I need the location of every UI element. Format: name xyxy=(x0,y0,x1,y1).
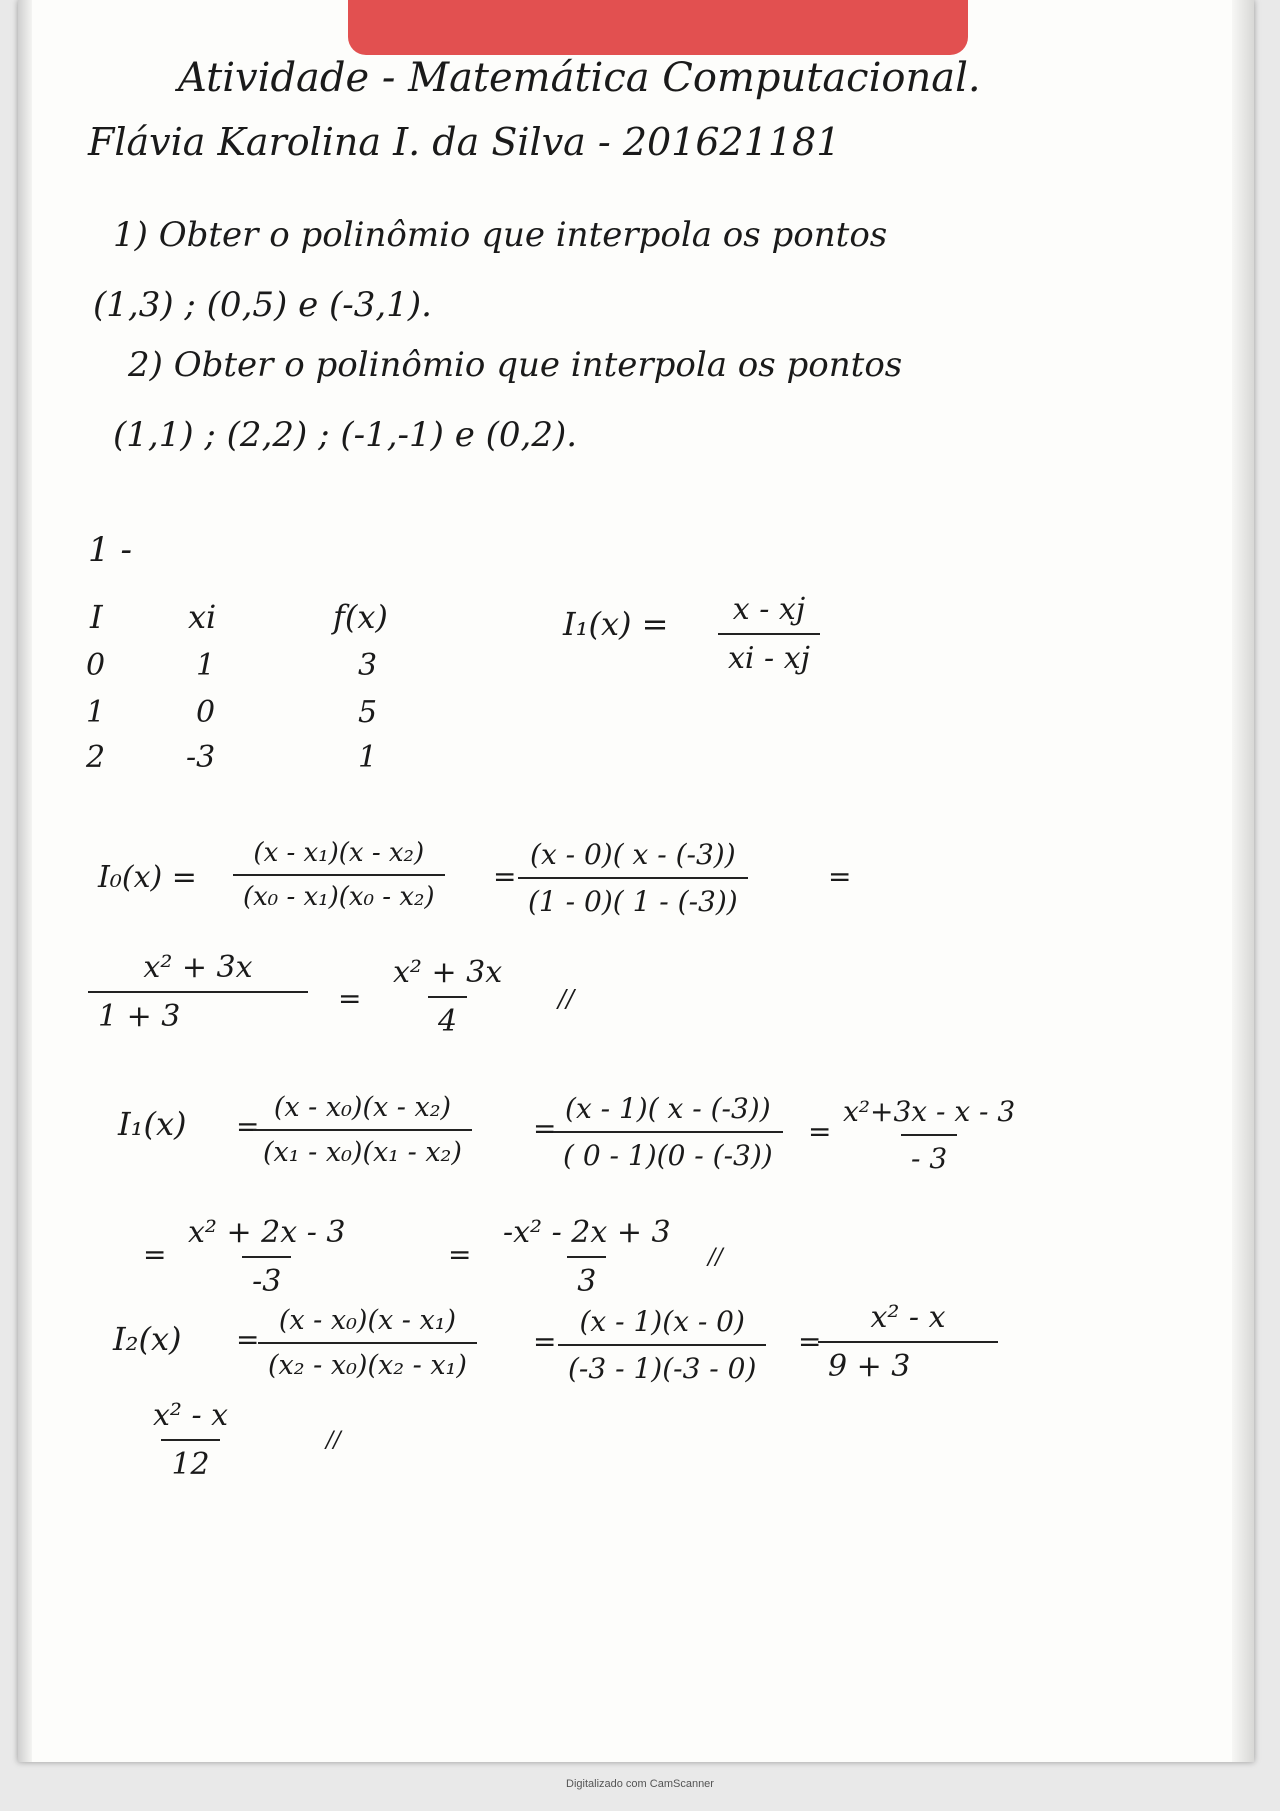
red-tape xyxy=(348,0,968,55)
table-cell: 0 xyxy=(196,695,216,730)
page-title: Atividade - Matemática Computacional. xyxy=(178,55,981,101)
fraction-denominator: - 3 xyxy=(901,1134,957,1175)
fraction-numerator: -x² - 2x + 3 xyxy=(503,1215,671,1250)
l0-fraction-1 xyxy=(233,838,445,912)
l2-fraction-3 xyxy=(818,1300,998,1384)
problem-1-line-1: 1) Obter o polinômio que interpola os pontos xyxy=(113,215,888,255)
fraction-numerator: x² - x xyxy=(153,1398,229,1433)
table-cell: -3 xyxy=(186,740,216,775)
fraction-numerator: x² - x xyxy=(870,1300,946,1335)
equals-sign: = xyxy=(338,982,362,1015)
author-line: Flávia Karolina I. da Silva - 201621181 xyxy=(88,120,841,164)
table-cell: 1 xyxy=(86,695,106,730)
end-mark: // xyxy=(558,985,575,1013)
fraction-denominator: (x₂ - x₀)(x₂ - x₁) xyxy=(258,1342,477,1381)
l2-lhs: I₂(x) xyxy=(113,1320,182,1358)
end-mark: // xyxy=(708,1245,723,1270)
problem-2-line-1: 2) Obter o polinômio que interpola os pontos xyxy=(128,345,903,385)
fraction-numerator: (x - 0)( x - (-3)) xyxy=(530,838,736,871)
equals-sign: = xyxy=(533,1112,557,1145)
equals-sign: = xyxy=(533,1325,557,1358)
l1-fraction-3 xyxy=(833,1095,1025,1175)
l0-fraction-2 xyxy=(518,838,748,918)
equals-sign: = xyxy=(808,1115,832,1148)
equals-sign: = xyxy=(493,860,517,893)
table-cell: 1 xyxy=(358,740,378,775)
section-1-label: 1 - xyxy=(88,530,132,570)
fraction-numerator: (x - x₀)(x - x₂) xyxy=(273,1092,452,1123)
lagrange-formula-lhs: I₁(x) = xyxy=(563,605,669,643)
equals-sign: = xyxy=(236,1323,260,1356)
table-cell: 3 xyxy=(358,648,378,683)
fraction-numerator: x - xj xyxy=(732,592,806,627)
l1-fraction-5 xyxy=(493,1215,681,1299)
fraction-denominator: xi - xj xyxy=(718,633,820,676)
l2-fraction-2 xyxy=(558,1305,766,1385)
fraction-numerator: x² + 3x xyxy=(143,950,253,985)
fraction-numerator: (x - 1)( x - (-3)) xyxy=(565,1092,771,1125)
fraction-denominator: 1 + 3 xyxy=(88,991,308,1034)
table-cell: 0 xyxy=(86,648,106,683)
fraction-denominator: (x₁ - x₀)(x₁ - x₂) xyxy=(253,1129,472,1168)
fraction-denominator: 12 xyxy=(161,1439,219,1482)
fraction-denominator: (-3 - 1)(-3 - 0) xyxy=(558,1344,766,1385)
l1-lhs: I₁(x) xyxy=(118,1105,187,1143)
equals-sign: = xyxy=(143,1238,167,1271)
fraction-denominator: 3 xyxy=(567,1256,606,1299)
l2-fraction-4 xyxy=(143,1398,238,1482)
table-header-i: I xyxy=(90,598,103,636)
fraction-numerator: (x - x₁)(x - x₂) xyxy=(253,838,425,868)
table-header-fx: f(x) xyxy=(333,598,388,636)
fraction-denominator: -3 xyxy=(242,1256,291,1299)
table-cell: 2 xyxy=(86,740,106,775)
equals-sign: = xyxy=(798,1325,822,1358)
l0-fraction-3 xyxy=(88,950,308,1034)
end-mark: // xyxy=(326,1428,341,1453)
l2-fraction-1 xyxy=(258,1305,477,1381)
fraction-numerator: (x - x₀)(x - x₁) xyxy=(278,1305,457,1336)
fraction-denominator: (1 - 0)( 1 - (-3)) xyxy=(518,877,748,918)
equals-sign: = xyxy=(828,860,852,893)
fraction-denominator: ( 0 - 1)(0 - (-3)) xyxy=(553,1131,783,1172)
l1-fraction-2 xyxy=(553,1092,783,1172)
table-cell: 5 xyxy=(358,695,378,730)
fraction-numerator: (x - 1)(x - 0) xyxy=(579,1305,745,1338)
fraction-denominator: 4 xyxy=(428,996,467,1039)
table-header-xi: xi xyxy=(188,598,217,636)
page-left-edge xyxy=(18,0,32,1762)
fraction-denominator: 9 + 3 xyxy=(818,1341,998,1384)
l0-lhs: I₀(x) = xyxy=(98,860,197,895)
fraction-numerator: x² + 2x - 3 xyxy=(188,1215,346,1250)
lagrange-formula-fraction xyxy=(718,592,820,676)
page-right-edge xyxy=(1232,0,1254,1762)
problem-2-line-2: (1,1) ; (2,2) ; (-1,-1) e (0,2). xyxy=(113,415,578,455)
fraction-numerator: x² + 3x xyxy=(393,955,503,990)
equals-sign: = xyxy=(448,1238,472,1271)
l1-fraction-1 xyxy=(253,1092,472,1168)
problem-1-line-2: (1,3) ; (0,5) e (-3,1). xyxy=(93,285,432,325)
equals-sign: = xyxy=(236,1110,260,1143)
scanner-footer: Digitalizado com CamScanner xyxy=(566,1778,714,1790)
table-cell: 1 xyxy=(196,648,216,683)
fraction-denominator: (x₀ - x₁)(x₀ - x₂) xyxy=(233,874,445,912)
l0-fraction-4 xyxy=(383,955,512,1039)
fraction-numerator: x²+3x - x - 3 xyxy=(843,1095,1016,1128)
scanned-page xyxy=(18,0,1254,1762)
l1-fraction-4 xyxy=(178,1215,355,1299)
